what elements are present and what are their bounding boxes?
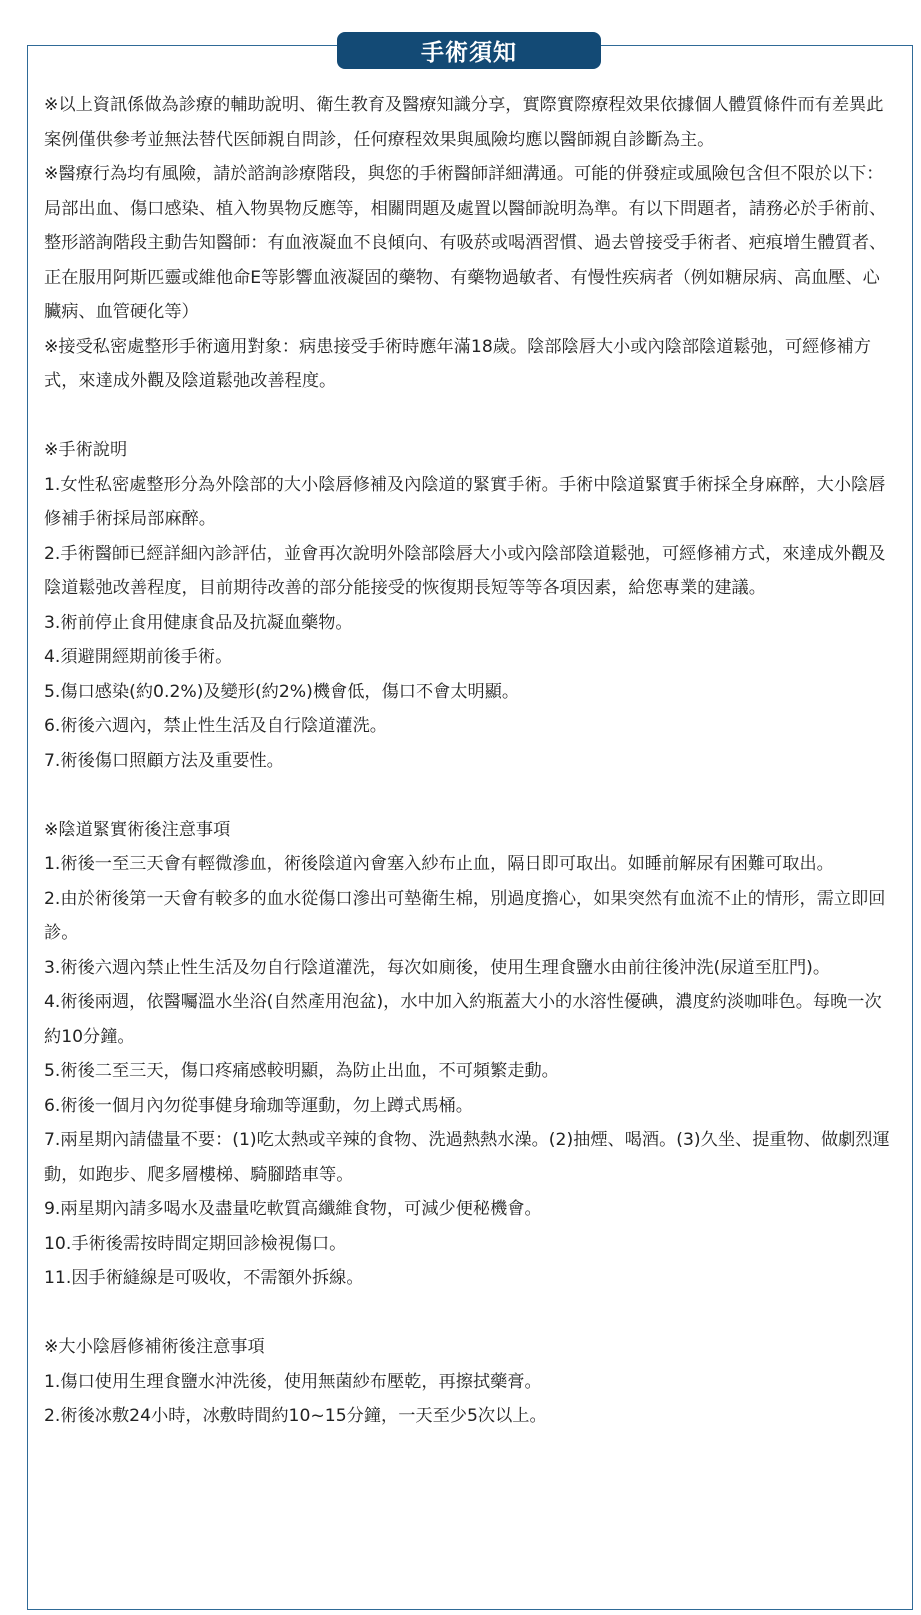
list-item: 1.術後一至三天會有輕微滲血，術後陰道內會塞入紗布止血，隔日即可取出。如睡前解尿有困難可取出。 [44, 854, 834, 874]
list-item: 7.兩星期內請儘量不要：(1)吃太熱或辛辣的食物、洗過熱熱水澡。(2)抽煙、喝酒。(3)久坐、提重物、做劇烈運動，如跑步、爬多層樓梯、騎腳踏車等。 [44, 1130, 890, 1185]
list-item: 4.術後兩週，依醫囑溫水坐浴(自然產用泡盆)，水中加入約瓶蓋大小的水溶性優碘，濃度約淡咖啡色。每晚一次約10分鐘。 [44, 992, 882, 1047]
list-item: 3.術前停止食用健康食品及抗凝血藥物。 [44, 612, 353, 633]
list-item: 1.傷口使用生理食鹽水沖洗後，使用無菌紗布壓乾，再擦拭藥膏。 [44, 1371, 542, 1392]
section-spacer [44, 778, 896, 813]
list-item: 5.術後二至三天，傷口疼痛感較明顯，為防止出血，不可頻繁走動。 [44, 1061, 559, 1081]
risk-paragraph: ※醫療行為均有風險，請於諮詢診療階段，與您的手術醫師詳細溝通。可能的併發症或風險包含但不限於以下：局部出血、傷口感染、植入物異物反應等，相關問題及處置以醫師說明為準。有以下問題者，請務必於手術前、整形諮詢階段主動告知醫師：有血液凝血不良傾向、有吸菸或喝酒習慣、過去曾接受手術者、疤痕增生體質者、正在服用阿斯匹靈或維他命E等影響血液凝固的藥物、有藥物過敏者、有慢性疾病者（例如糖尿病、高血壓、心臟病、血管硬化等） [44, 164, 887, 322]
section-spacer [44, 1296, 896, 1331]
list-item: 7.術後傷口照顧方法及重要性。 [44, 750, 284, 771]
list-item: 6.術後一個月內勿從事健身瑜珈等運動，勿上蹲式馬桶。 [44, 1095, 473, 1116]
list-item: 5.傷口感染(約0.2%)及變形(約2%)機會低，傷口不會太明顯。 [44, 681, 520, 702]
list-item: 2.手術醫師已經詳細內診評估，並會再次說明外陰部陰唇大小或內陰部陰道鬆弛，可經修補方式，來達成外觀及陰道鬆弛改善程度，目前期待改善的部分能接受的恢復期長短等等各項因素，給您專業的建議。 [44, 543, 886, 598]
list-item: 10.手術後需按時間定期回診檢視傷口。 [44, 1233, 347, 1254]
section-spacer [44, 399, 896, 434]
surgery-section-heading: ※手術說明 [44, 440, 128, 460]
list-item: 3.術後六週內禁止性生活及勿自行陰道灌洗，每次如廁後，使用生理食鹽水由前往後沖洗(尿道至肛門)。 [44, 957, 831, 978]
list-item: 2.由於術後第一天會有較多的血水從傷口滲出可墊衛生棉，別過度擔心，如果突然有血流不止的情形，需立即回診。 [44, 888, 886, 943]
eligibility-paragraph: ※接受私密處整形手術適用對象：病患接受手術時應年滿18歲。陰部陰唇大小或內陰部陰道鬆弛，可經修補方式，來達成外觀及陰道鬆弛改善程度。 [44, 336, 871, 391]
page-title: 手術須知 [337, 32, 601, 69]
list-item: 2.術後冰敷24小時，冰敷時間約10~15分鐘，一天至少5次以上。 [44, 1406, 547, 1426]
disclaimer-paragraph: ※以上資訊係做為診療的輔助說明、衛生教育及醫療知識分享，實際實際療程效果依據個人體質條件而有差異此案例僅供參考並無法替代医師親自問診，任何療程效果與風險均應以醫師親自診斷為主。 [44, 95, 884, 150]
document-body [44, 88, 896, 1434]
vaginal-section-heading: ※陰道緊實術後注意事項 [44, 819, 231, 840]
list-item: 9.兩星期內請多喝水及盡量吃軟質高纖維食物，可減少便秘機會。 [44, 1199, 542, 1219]
labia-section-heading: ※大小陰唇修補術後注意事項 [44, 1337, 265, 1357]
list-item: 1.女性私密處整形分為外陰部的大小陰唇修補及內陰道的緊實手術。手術中陰道緊實手術採全身麻醉，大小陰唇修補手術採局部麻醉。 [44, 474, 886, 529]
list-item: 6.術後六週內，禁止性生活及自行陰道灌洗。 [44, 716, 387, 736]
list-item: 11.因手術縫線是可吸收，不需額外拆線。 [44, 1268, 364, 1288]
list-item: 4.須避開經期前後手術。 [44, 647, 233, 667]
